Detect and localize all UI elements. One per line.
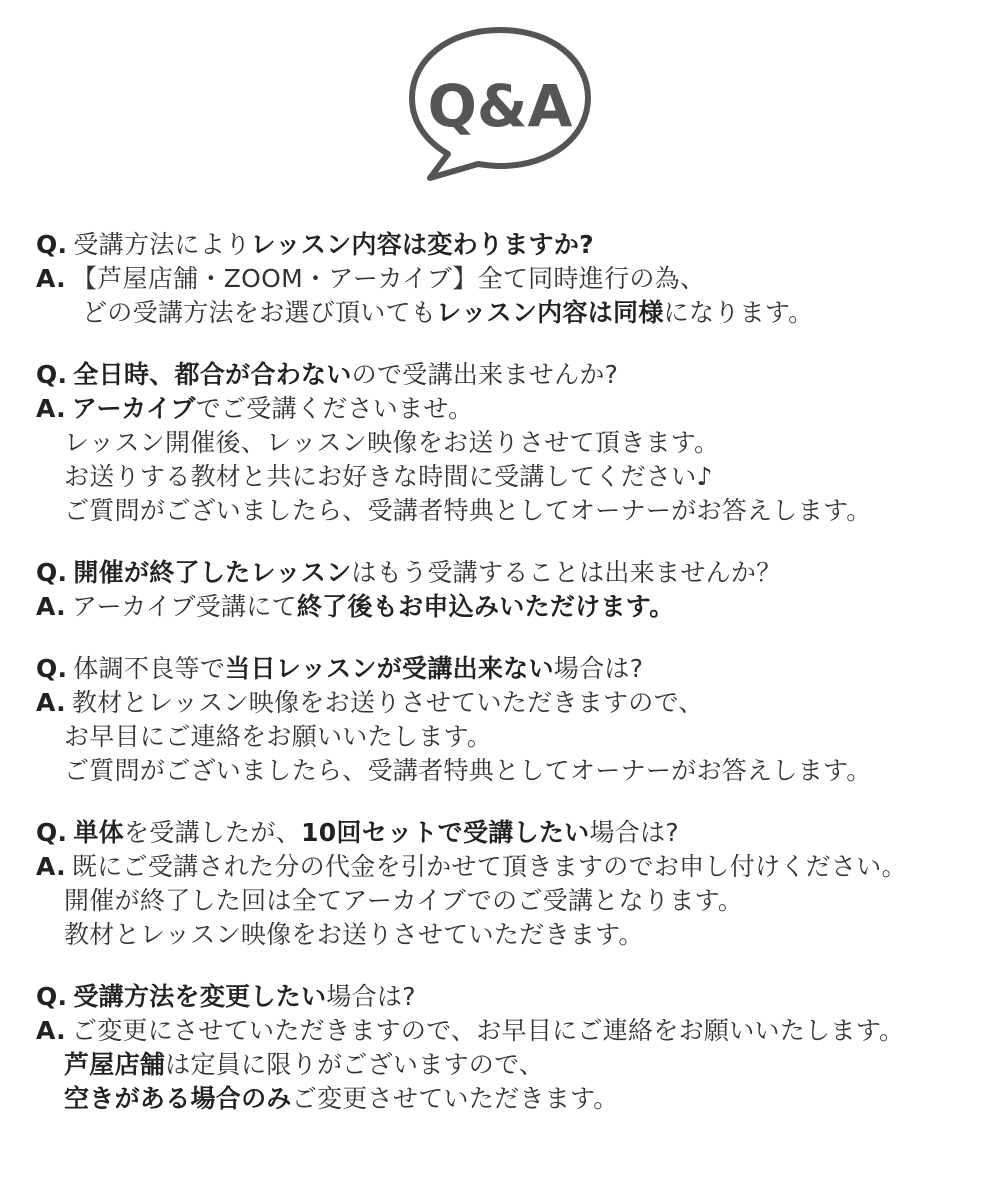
text-segment: を受講したが、 — [123, 818, 302, 847]
answer-line — [36, 262, 986, 296]
qa-item — [36, 980, 986, 1116]
text-segment: 教材とレッスン映像をお送りさせていただきます。 — [64, 920, 644, 949]
text-segment: 開催が終了した回は全てアーカイブでのご受講となります。 — [64, 886, 744, 915]
emphasis-text: レッスン内容は同様 — [436, 298, 664, 327]
text-segment: 場合は? — [326, 982, 416, 1011]
text-segment: 場合は? — [553, 654, 644, 683]
emphasis-text: 単体 — [73, 818, 124, 847]
text-segment: 教材とレッスン映像をお送りさせていただきますので、 — [71, 688, 704, 717]
text-segment: アーカイブ受講にて — [71, 592, 297, 621]
question-line — [36, 980, 986, 1014]
answer-line — [36, 850, 986, 884]
qa-logo-text: Q&A — [427, 72, 573, 140]
text-segment: お早目にご連絡をお願いいたします。 — [64, 722, 493, 751]
faq-list — [36, 228, 986, 1144]
question-line — [36, 556, 986, 590]
text-segment: でご受講くださいませ。 — [195, 394, 474, 423]
answer-continuation-line — [36, 1082, 986, 1116]
answer-prefix: A. — [36, 394, 66, 423]
text-segment: になります。 — [663, 298, 814, 327]
text-segment: 体調不良等で — [73, 654, 226, 683]
text-segment: ご質問がございましたら、受講者特典としてオーナーがお答えします。 — [64, 756, 872, 785]
answer-line — [36, 686, 986, 720]
question-prefix: Q. — [36, 982, 68, 1011]
emphasis-text: 芦屋店舗 — [64, 1050, 166, 1079]
answer-continuation-line — [36, 296, 986, 330]
emphasis-text: 空きがある場合のみ — [64, 1084, 292, 1113]
emphasis-text: レッスン内容は変わりますか? — [250, 230, 594, 259]
answer-continuation-line — [36, 754, 986, 788]
answer-line — [36, 590, 986, 624]
emphasis-text: アーカイブ — [71, 394, 196, 423]
text-segment: はもう受講することは出来ませんか？ — [351, 558, 782, 587]
answer-prefix: A. — [36, 1016, 66, 1045]
qa-item — [36, 652, 986, 788]
question-prefix: Q. — [36, 818, 68, 847]
question-prefix: Q. — [36, 360, 68, 389]
answer-continuation-line — [36, 460, 986, 494]
answer-continuation-line — [36, 426, 986, 460]
emphasis-text: 当日レッスンが受講出来ない — [225, 654, 554, 683]
answer-prefix: A. — [36, 264, 66, 293]
answer-prefix: A. — [36, 592, 66, 621]
question-prefix: Q. — [36, 230, 68, 259]
answer-continuation-line — [36, 884, 986, 918]
text-segment: ご質問がございましたら、受講者特典としてオーナーがお答えします。 — [64, 496, 872, 525]
question-line — [36, 228, 986, 262]
answer-continuation-line — [36, 1048, 986, 1082]
text-segment: レッスン開催後、レッスン映像をお送りさせて頂きます。 — [64, 428, 720, 457]
qa-item — [36, 358, 986, 528]
qa-speech-bubble-icon — [400, 18, 600, 183]
text-segment: ご変更にさせていただきますので、お早目にご連絡をお願いいたします。 — [71, 1016, 905, 1045]
qa-item — [36, 556, 986, 624]
text-segment: 場合は? — [589, 818, 679, 847]
question-line — [36, 816, 986, 850]
emphasis-text: 開催が終了したレッスン — [73, 558, 352, 587]
question-prefix: Q. — [36, 558, 68, 587]
text-segment: 【芦屋店舗・ZOOM・アーカイブ】全て同時進行の為、 — [71, 264, 706, 293]
answer-continuation-line — [36, 494, 986, 528]
answer-prefix: A. — [36, 852, 66, 881]
emphasis-text: 受講方法を変更したい — [73, 982, 327, 1011]
text-segment: ご変更させていただきます。 — [291, 1084, 619, 1113]
qa-item — [36, 228, 986, 330]
answer-continuation-line — [36, 918, 986, 952]
question-prefix: Q. — [36, 654, 68, 683]
qa-item — [36, 816, 986, 952]
answer-line — [36, 392, 986, 426]
answer-continuation-line — [36, 720, 986, 754]
answer-line — [36, 1014, 986, 1048]
question-line — [36, 652, 986, 686]
text-segment: 受講方法により — [73, 230, 251, 259]
text-segment: 既にご受講された分の代金を引かせて頂きますのでお申し付けください。 — [71, 852, 907, 881]
text-segment: どの受講方法をお選び頂いても — [82, 298, 437, 327]
text-segment: ので受講出来ませんか? — [351, 360, 619, 389]
text-segment: お送りする教材と共にお好きな時間に受講してください♪ — [64, 462, 713, 491]
emphasis-text: 全日時、都合が合わない — [73, 360, 352, 389]
answer-prefix: A. — [36, 688, 66, 717]
emphasis-text: 終了後もお申込みいただけます。 — [296, 592, 675, 621]
emphasis-text: 10回セットで受講したい — [301, 818, 590, 847]
text-segment: は定員に限りがございますので、 — [165, 1050, 545, 1079]
question-line — [36, 358, 986, 392]
